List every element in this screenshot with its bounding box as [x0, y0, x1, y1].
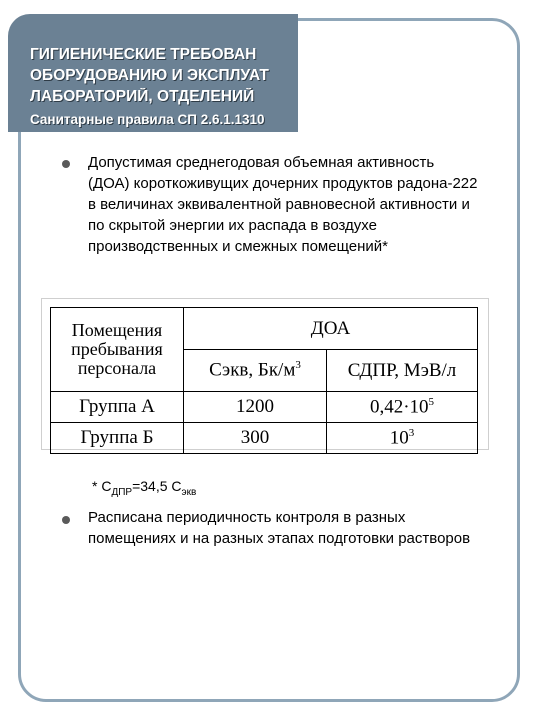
table-cell-ceq: 300: [184, 423, 327, 454]
header-line-1: ГИГИЕНИЧЕСКИЕ ТРЕБОВАН: [30, 46, 257, 63]
table-row: [51, 392, 478, 423]
table-row: [51, 423, 478, 454]
table-header-doa: ДОА: [184, 308, 478, 350]
header-line-3: ЛАБОРАТОРИЙ, ОТДЕЛЕНИЙ: [30, 88, 255, 105]
doa-table: [50, 307, 478, 454]
table-cell-cdpr: $10^3$: [327, 423, 478, 454]
bullet-dot-icon: [62, 160, 70, 168]
bullet-dot-icon: [62, 516, 70, 524]
table-cell-cdpr: $0,42\cdot 10^5$: [327, 392, 478, 423]
table-cell-group: Группа Б: [51, 423, 184, 454]
slide-header: [8, 14, 298, 132]
table-header-rooms: Помещения пребывания персонала: [51, 308, 184, 392]
footnote: * $С_{ДПР}=34,5$ $С_{экв}$: [92, 478, 197, 498]
bullet-text-1: Допустимая среднегодовая объемная активность (ДОА) короткоживущих дочерних продуктов радона-222 в величинах эквивалентной равновесной активности и по скрытой энергии их распада в воздухе производственных и смежных помещений*: [88, 154, 478, 255]
header-line-4: Санитарные правила СП 2.6.1.1310: [30, 112, 265, 127]
bullet-text-2: Расписана периодичность контроля в разных помещениях и на разных этапах подготовки растворов: [88, 509, 471, 547]
table-subheader-cdpr: СДПР, МэВ/л: [327, 350, 478, 392]
table-cell-ceq: 1200: [184, 392, 327, 423]
table-cell-group: Группа А: [51, 392, 184, 423]
doa-table-frame: [41, 298, 489, 450]
table-subheader-ceq: Сэкв, $Бк/м^3$: [184, 350, 327, 392]
header-line-2: ОБОРУДОВАНИЮ И ЭКСПЛУАТ: [30, 67, 269, 84]
